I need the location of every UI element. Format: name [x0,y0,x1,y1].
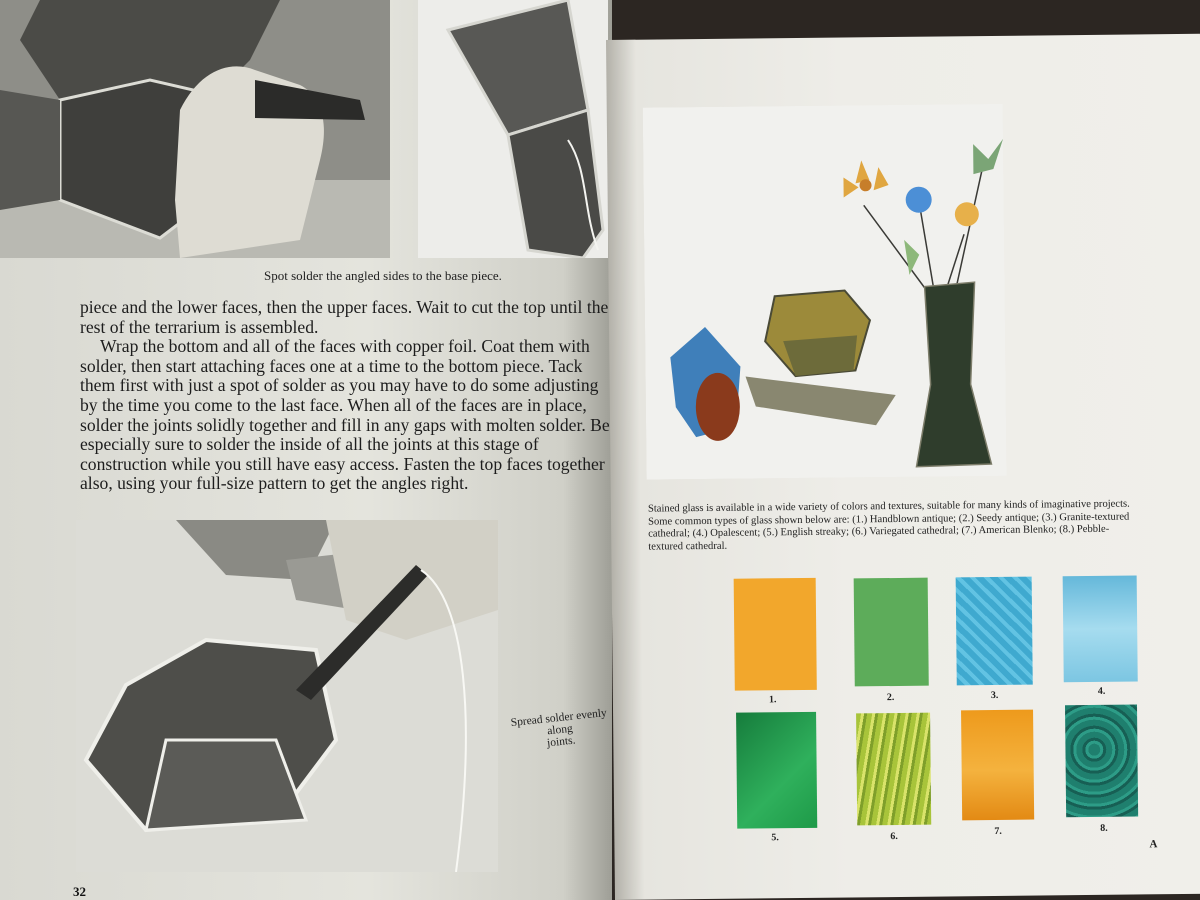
glass-swatch-8 [1065,704,1138,817]
paragraph-1: piece and the lower faces, then the upper faces. Wait to cut the top until the rest of the terrarium is assembled. [80,297,609,337]
soldering-photo-top-left [0,0,390,258]
glass-swatch-6 [856,713,931,826]
glass-swatch-1 [734,578,817,691]
swatch-label-7: 7. [994,825,1002,837]
swatch-label-3: 3. [990,689,999,702]
swatch-label-4: 4. [1097,685,1106,697]
top-photo-caption: Spot solder the angled sides to the base piece. [264,268,502,283]
glass-swatch-5 [736,712,817,829]
swatch-label-8: 8. [1100,822,1108,834]
side-photo-caption: Spread solder evenly along joints. [510,707,608,750]
right-page [606,34,1200,900]
swatch-label-1: 1. [768,694,777,706]
glass-swatch-7 [961,710,1034,821]
swatch-label-6: 6. [890,830,898,843]
body-text [80,298,610,494]
soldering-photo-top-right [418,0,608,258]
glass-swatch-3 [956,577,1033,686]
glass-swatch-2 [854,578,929,687]
page-number: 32 [73,884,86,899]
glass-swatch-4 [1063,575,1138,682]
swatch-label-2: 2. [886,692,895,704]
stained-glass-projects-photo [643,104,1007,480]
paragraph-2: Wrap the bottom and all of the faces with copper foil. Coat them with solder, then start attaching faces one at a time to the bottom piece. Tack them first with just a spot of solder as you may have to do some adjusting by the time you come to the last face. When all of the faces are in place, solder the joints solidly together and fill in any gaps with molten solder. Be especially sure to solder the inside of all the joints at this stage of construction while you still have easy access. Fasten the top faces together also, using your full-size pattern to get the angles right. [80,336,610,494]
swatch-label-5: 5. [771,832,779,844]
soldering-iron-photo [76,520,498,872]
page-corner-letter: A [1149,838,1158,851]
glass-types-caption: Stained glass is available in a wide variety of colors and textures, suitable for many kinds of imaginative projects. Some common types of glass shown below are: (1.) Handblown antique; (2.) Seedy antique; (3.) Granite-textured cathedral; (4.) Opalescent; (5.) English streaky; (6.) Variegated cathedral; (7.) American Blenko; (8.) Pebble-textured cathedral. [647,498,1130,553]
